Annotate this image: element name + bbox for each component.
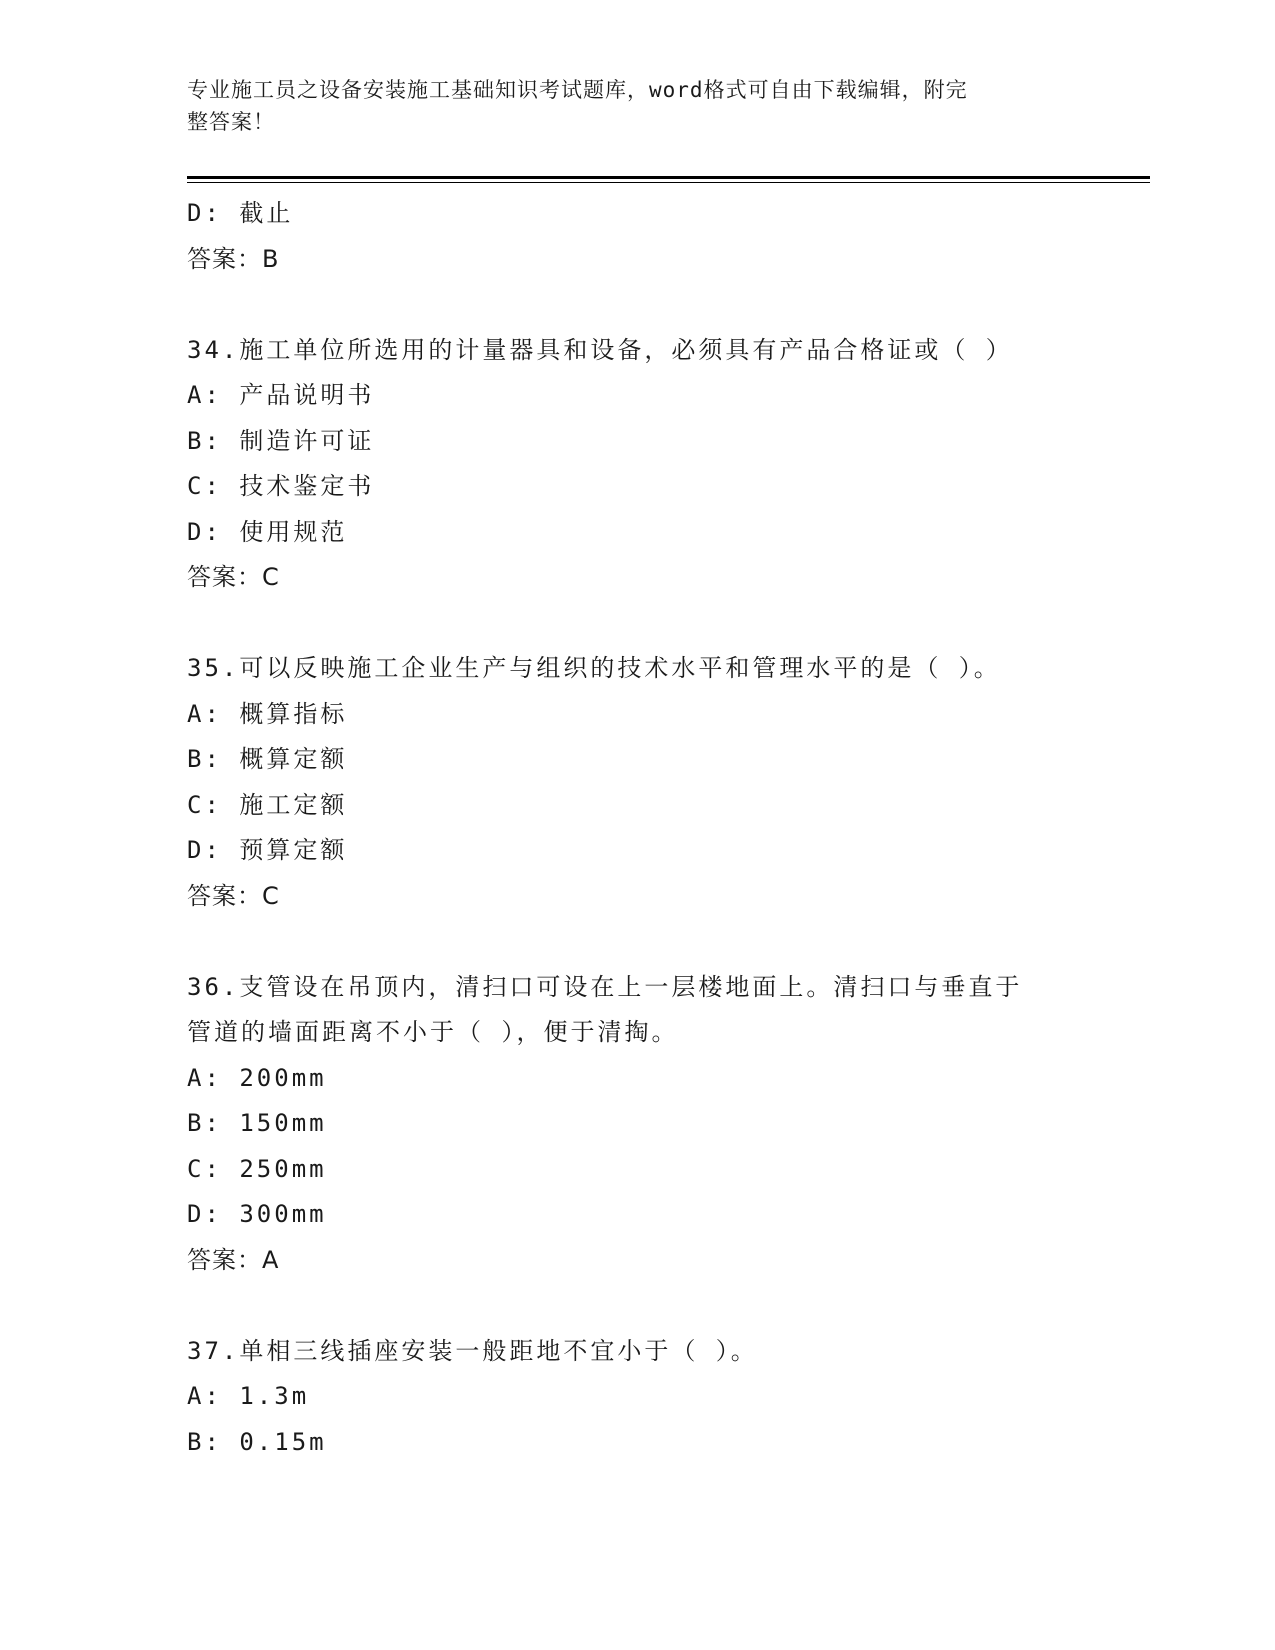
question-list xyxy=(187,191,1087,1465)
option-c: C: 施工定额 xyxy=(187,790,348,819)
answer: 答案：C xyxy=(187,563,280,591)
option-d: D: 预算定额 xyxy=(187,836,348,864)
option-b: B: 概算定额 xyxy=(187,745,348,773)
prev-option-d: D: 截止 xyxy=(187,199,294,227)
question-stem: 35.可以反映施工企业生产与组织的技术水平和管理水平的是（ ）。 xyxy=(187,654,1001,682)
spacer xyxy=(187,601,1087,647)
header-line-2: 整答案！ xyxy=(187,110,275,134)
question-37 xyxy=(187,1329,1087,1466)
question-36 xyxy=(187,965,1087,1284)
option-b: B: 150mm xyxy=(187,1109,327,1137)
option-d: D: 使用规范 xyxy=(187,517,348,546)
option-c: C: 250mm xyxy=(187,1154,327,1183)
option-c: C: 技术鉴定书 xyxy=(187,472,375,500)
spacer xyxy=(187,919,1087,965)
prev-answer: 答案：B xyxy=(187,244,280,273)
option-a: A: 产品说明书 xyxy=(187,381,375,409)
question-stem-line-2: 管道的墙面距离不小于（ ），便于清掏。 xyxy=(187,1018,679,1046)
header-rule-thick xyxy=(187,176,1150,179)
header-rule-thin xyxy=(187,182,1150,183)
option-a: A: 200mm xyxy=(187,1063,327,1092)
header-line-1: 专业施工员之设备安装施工基础知识考试题库，word格式可自由下载编辑，附完 xyxy=(187,78,968,102)
question-stem-line-1: 36.支管设在吊顶内，清扫口可设在上一层楼地面上。清扫口与垂直于 xyxy=(187,972,1023,1001)
document-header xyxy=(187,74,1087,138)
option-b: B: 制造许可证 xyxy=(187,426,375,455)
question-34 xyxy=(187,328,1087,601)
spacer xyxy=(187,282,1087,328)
option-b: B: 0.15m xyxy=(187,1427,327,1456)
option-a: A: 1.3m xyxy=(187,1382,310,1410)
question-stem: 37.单相三线插座安装一般距地不宜小于（ ）。 xyxy=(187,1336,758,1365)
question-stem: 34.施工单位所选用的计量器具和设备，必须具有产品合格证或（ ） xyxy=(187,335,1013,364)
answer: 答案：C xyxy=(187,881,280,910)
answer: 答案：A xyxy=(187,1245,280,1274)
question-35 xyxy=(187,646,1087,919)
spacer xyxy=(187,1283,1087,1329)
option-d: D: 300mm xyxy=(187,1200,327,1228)
option-a: A: 概算指标 xyxy=(187,699,348,728)
